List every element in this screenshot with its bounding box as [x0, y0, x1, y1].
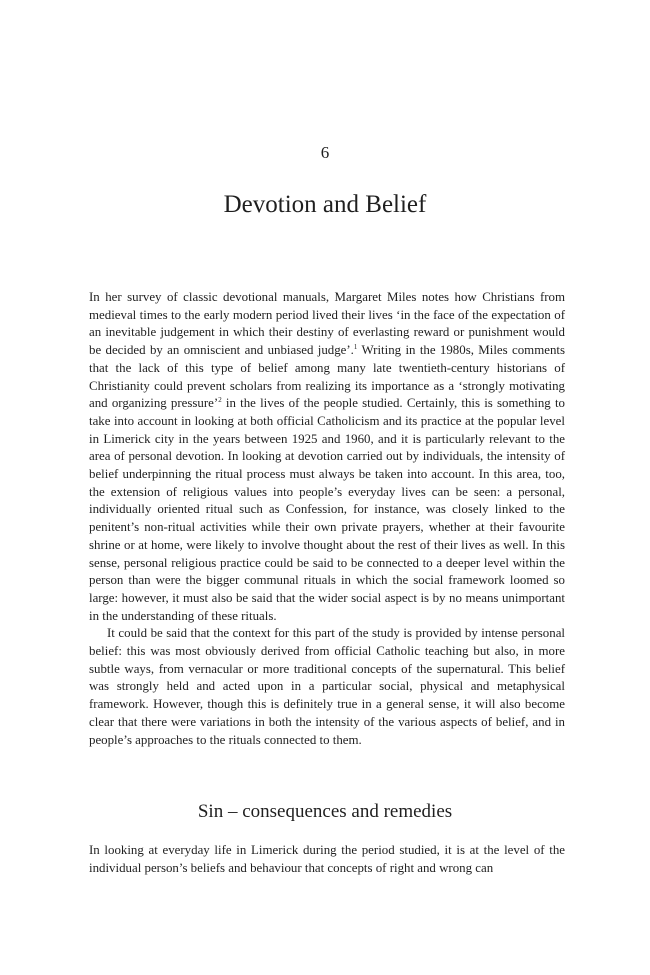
chapter-title: Devotion and Belief [223, 191, 427, 218]
paragraph-1-part-3: in the lives of the people studied. Certainly, this is something to take into account in looking at both official Catholicism and its practice at the popular level in Limerick city in the years between 1925 and 1960, and it is particularly relevant to the area of personal devotion. In looking at devotion carried out by individuals, the intensity of belief underpinning the ritual process must always be taken into account. In this area, too, the extension of religious values into people’s everyday lives can be seen: a personal, individually oriented ritual such as Confession, for instance, was closely linked to the penitent’s non-ritual activities while their own private prayers, whether at their favourite shrine or at home, were likely to involve thought about the rest of their lives as well. In this sense, personal religious practice could be said to be connected to a deeper level within the person than were the bigger communal rituals in which the social framework loomed so large: however, it must also be said that the wider social aspect is by no means unimportant in the understanding of these rituals. [89, 396, 565, 623]
paragraph-1-part-2: Writing in the 1980s, Miles comments that the lack of this type of belief among many late twentieth-century historians of Christianity could prevent scholars from realizing its importance as a ‘strongly motivating and organizing pressure’ [89, 343, 565, 411]
section-paragraph: In looking at everyday life in Limerick during the period studied, it is at the level of the individual person’s beliefs and behaviour that concepts of right and wrong can [89, 843, 565, 875]
paragraph-1-part-1: In her survey of classic devotional manuals, Margaret Miles notes how Christians from medieval times to the early modern period lived their lives ‘in the face of the expectation of an inevitable judgement in which their destiny of everlasting reward or punishment would be decided by an omniscient and unbiased judge’. [89, 290, 565, 358]
section-heading: Sin – consequences and remedies [197, 801, 453, 822]
chapter-intro-text [89, 289, 565, 749]
section-text [89, 842, 565, 877]
paragraph-2: It could be said that the context for this part of the study is provided by intense personal belief: this was most obviously derived from official Catholic teaching but also, in more subtle ways, from vernacular or more traditional concepts of the supernatural. This belief was strongly held and acted upon in a particular social, physical and metaphysical framework. However, though this is definitely true in a general sense, it will also become clear that there were variations in both the intensity of the various aspects of belief, and in people’s approaches to the rituals connected to them. [89, 626, 565, 747]
footnote-ref-1[interactable]: 1 [353, 343, 358, 352]
paragraph-1 [89, 289, 565, 625]
footnote-ref-2[interactable]: 2 [218, 396, 222, 405]
chapter-number: 6 [320, 143, 330, 162]
